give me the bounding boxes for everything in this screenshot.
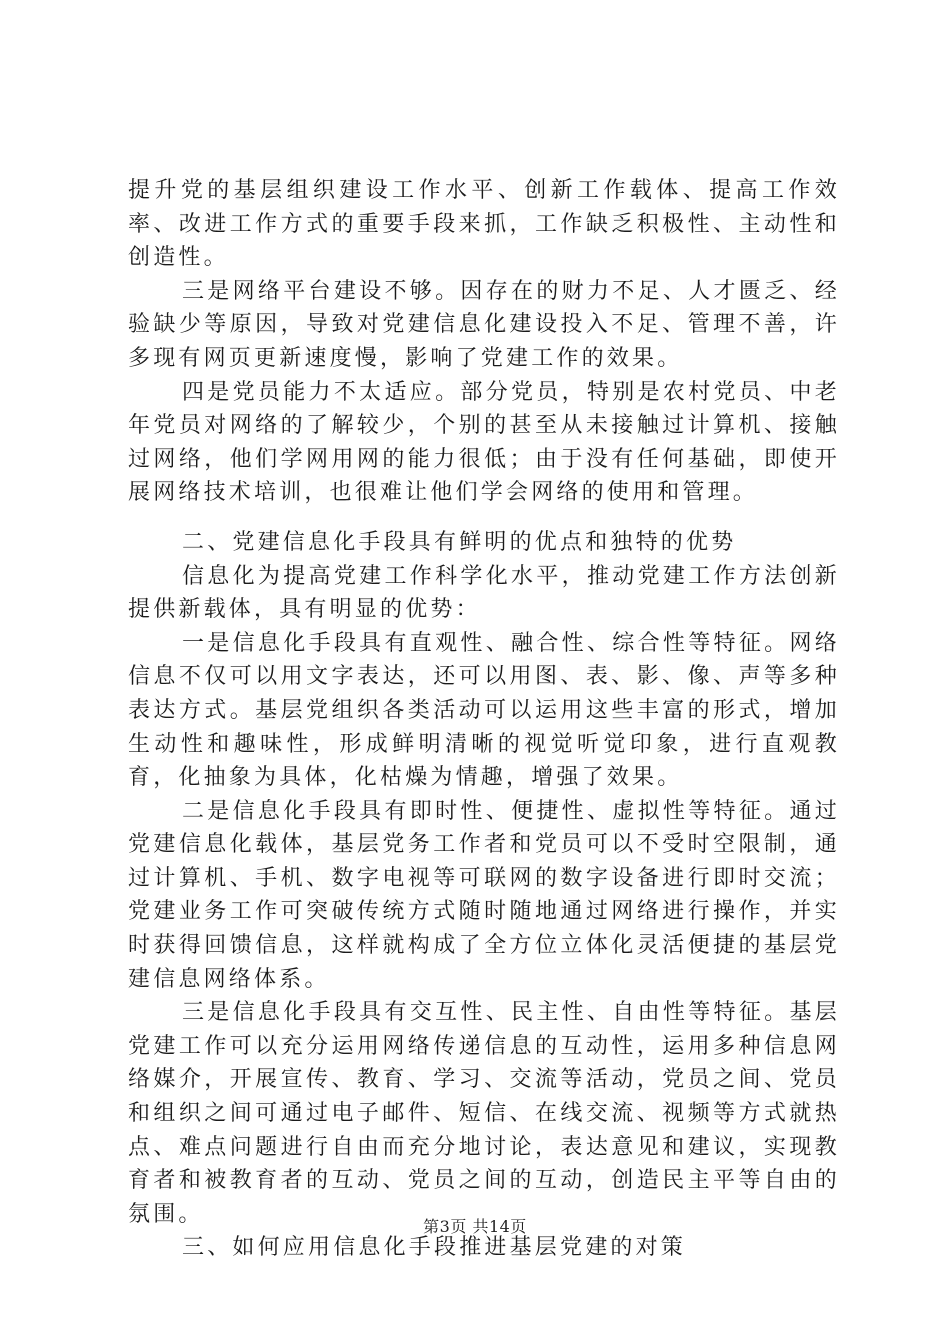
paragraph-7: 二是信息化手段具有即时性、便捷性、虚拟性等特征。通过党建信息化载体，基层党务工作者和党员可以不受时空限制，通过计算机、手机、数字电视等可联网的数字设备进行即时交流；党建业务工作可突破传统方式随时随地通过网络进行操作，并实时获得回馈信息，这样就构成了全方位立体化灵活便捷的基层党建信息网络体系。 [128,798,840,992]
paragraph-8: 三是信息化手段具有交互性、民主性、自由性等特征。基层党建工作可以充分运用网络传递信息的互动性，运用多种信息网络媒介，开展宣传、教育、学习、交流等活动，党员之间、党员和组织之间可通过电子邮件、短信、在线交流、视频等方式就热点、难点问题进行自由而充分地讨论，表达意见和建议，实现教育者和被教育者的互动、党员之间的互动，创造民主平等自由的氛围。 [128,1000,840,1227]
document-body [128,174,840,1265]
paragraph-2: 三是网络平台建设不够。因存在的财力不足、人才匮乏、经验缺少等原因，导致对党建信息化建设投入不足、管理不善，许多现有网页更新速度慢，影响了党建工作的效果。 [128,278,840,371]
page-number-footer: 第3页 共14页 [423,1217,527,1236]
paragraph-6: 一是信息化手段具有直观性、融合性、综合性等特征。网络信息不仅可以用文字表达，还可以用图、表、影、像、声等多种表达方式。基层党组织各类活动可以运用这些丰富的形式，增加生动性和趣味性，形成鲜明清晰的视觉听觉印象，进行直观教育，化抽象为具体，化枯燥为情趣，增强了效果。 [128,630,840,791]
paragraph-1: 提升党的基层组织建设工作水平、创新工作载体、提高工作效率、改进工作方式的重要手段来抓，工作缺乏积极性、主动性和创造性。 [128,178,840,271]
paragraph-3: 四是党员能力不太适应。部分党员，特别是农村党员、中老年党员对网络的了解较少，个别的甚至从未接触过计算机、接触过网络，他们学网用网的能力很低；由于没有任何基础，即使开展网络技术培训，也很难让他们学会网络的使用和管理。 [128,379,840,506]
section-heading-3: 三、如何应用信息化手段推进基层党建的对策 [182,1235,687,1261]
section-heading-2: 二、党建信息化手段具有鲜明的优点和独特的优势 [182,529,737,555]
paragraph-5: 信息化为提高党建工作科学化水平，推动党建工作方法创新提供新载体，具有明显的优势： [128,563,840,623]
